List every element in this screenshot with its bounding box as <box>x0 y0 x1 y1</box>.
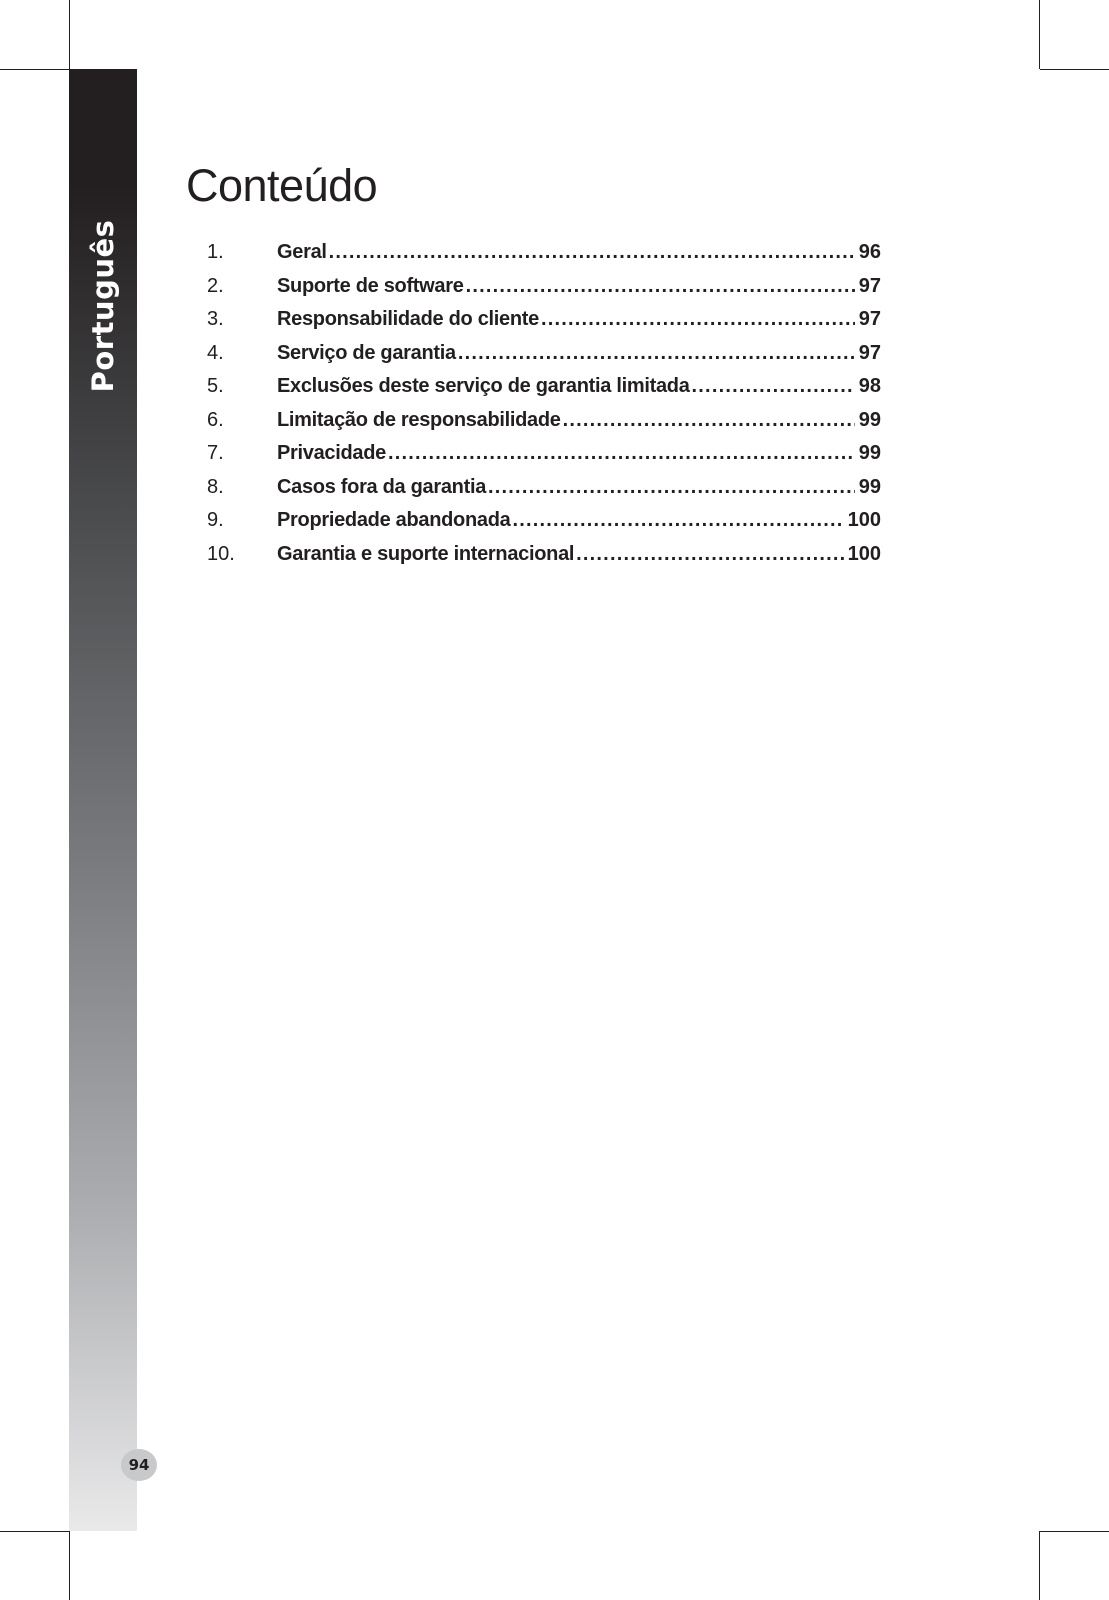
crop-mark <box>69 0 70 69</box>
toc-entry-number: 3. <box>207 308 224 330</box>
crop-mark <box>69 1531 70 1600</box>
toc-entry-title: Garantia e suporte internacional <box>277 542 575 565</box>
toc-entry[interactable] <box>207 437 881 471</box>
toc-entry-page: 100 <box>847 509 881 531</box>
toc-entry-title: Suporte de software <box>277 274 464 297</box>
crop-mark <box>1039 1531 1040 1600</box>
toc-entry-number: 9. <box>207 509 224 531</box>
toc-entry[interactable] <box>207 504 881 538</box>
toc-entry-page: 99 <box>858 442 881 464</box>
toc-entry-number: 4. <box>207 341 224 364</box>
toc-entry-number: 10. <box>207 542 235 565</box>
toc-entry-number: 6. <box>207 408 224 431</box>
toc-entry-number: 8. <box>207 475 224 498</box>
toc-entry-title: Responsabilidade do cliente <box>277 308 539 330</box>
language-label: Português <box>86 219 120 393</box>
toc-entry[interactable] <box>207 236 881 270</box>
page-number: 94 <box>121 1449 157 1481</box>
toc-entry-title: Serviço de garantia <box>277 341 456 364</box>
toc-entry-page: 100 <box>847 542 881 565</box>
dot-leader <box>466 270 855 304</box>
toc-entry[interactable] <box>207 303 881 337</box>
toc-entry[interactable] <box>207 471 881 505</box>
toc-entry-page: 97 <box>858 274 881 297</box>
toc-entry-page: 99 <box>858 408 881 431</box>
dot-leader <box>512 504 843 538</box>
dot-leader <box>541 303 855 337</box>
toc-entry-number: 2. <box>207 274 224 297</box>
dot-leader <box>576 538 843 572</box>
toc-entry-page: 97 <box>858 341 881 364</box>
dot-leader <box>692 370 855 404</box>
toc-entry-title: Privacidade <box>277 442 386 464</box>
dot-leader <box>329 236 855 270</box>
table-of-contents <box>207 236 881 571</box>
toc-entry[interactable] <box>207 538 881 572</box>
dot-leader <box>563 404 855 438</box>
dot-leader <box>458 337 855 371</box>
toc-entry-title: Exclusões deste serviço de garantia limitada <box>277 375 690 397</box>
dot-leader <box>388 437 855 471</box>
crop-mark <box>1039 0 1040 69</box>
toc-entry-number: 1. <box>207 241 224 263</box>
toc-entry[interactable] <box>207 404 881 438</box>
toc-entry-page: 97 <box>858 308 881 330</box>
page-title: Conteúdo <box>186 160 378 211</box>
dot-leader <box>488 471 855 505</box>
toc-entry-title: Geral <box>277 241 327 263</box>
toc-entry-page: 99 <box>858 475 881 498</box>
crop-mark <box>0 1531 69 1532</box>
toc-entry-title: Limitação de responsabilidade <box>277 408 561 431</box>
crop-mark <box>0 69 69 70</box>
toc-entry-title: Casos fora da garantia <box>277 475 487 498</box>
crop-mark <box>1040 1531 1109 1532</box>
toc-entry[interactable] <box>207 337 881 371</box>
toc-entry[interactable] <box>207 270 881 304</box>
toc-entry-number: 5. <box>207 375 224 397</box>
toc-entry-page: 96 <box>858 241 881 263</box>
toc-entry-page: 98 <box>858 375 881 397</box>
toc-entry-number: 7. <box>207 442 224 464</box>
toc-entry-title: Propriedade abandonada <box>277 509 511 531</box>
toc-entry[interactable] <box>207 370 881 404</box>
crop-mark <box>1040 69 1109 70</box>
